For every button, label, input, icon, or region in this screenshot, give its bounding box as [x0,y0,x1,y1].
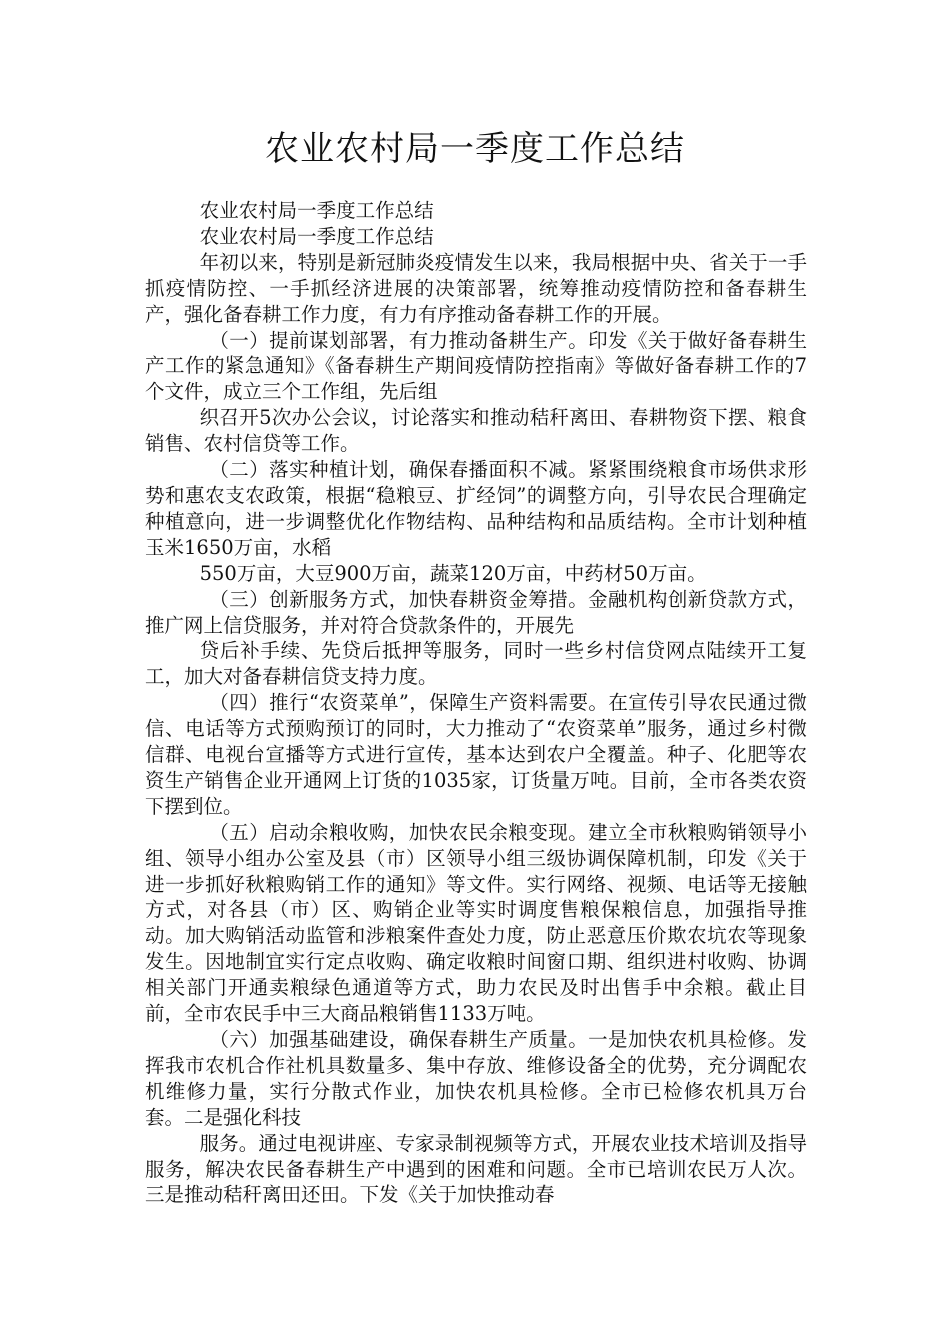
section-3-paragraph: （三）创新服务方式，加快春耕资金筹措。金融机构创新贷款方式，推广网上信贷服务，并对符合贷款条件的，开展先 [145,587,807,637]
section-4-paragraph: （四）推行“农资菜单”，保障生产资料需要。在宣传引导农民通过微信、电话等方式预购预订的同时，大力推动了“农资菜单”服务，通过乡村微信群、电视台宣播等方式进行宣传，基本达到农户全覆盖。种子、化肥等农资生产销售企业开通网上订货的1035家，订货量万吨。目前，全市各类农资下摆到位。 [145,691,807,818]
section-1-paragraph: （一）提前谋划部署，有力推动备耕生产。印发《关于做好备春耕生产工作的紧急通知》《备春耕生产期间疫情防控指南》等做好备春耕工作的7个文件，成立三个工作组，先后组 [145,328,807,404]
section-3-continued: 贷后补手续、先贷后抵押等服务，同时一些乡村信贷网点陆续开工复工，加大对备春耕信贷支持力度。 [145,639,807,689]
section-5-paragraph: （五）启动余粮收购，加快农民余粮变现。建立全市秋粮购销领导小组、领导小组办公室及县（市）区领导小组三级协调保障机制，印发《关于进一步抓好秋粮购销工作的通知》等文件。实行网络、视频、电话等无接触方式，对各县（市）区、购销企业等实时调度售粮保粮信息，加强指导推动。加大购销活动监管和涉粮案件查处力度，防止恶意压价欺农坑农等现象发生。因地制宜实行定点收购、确定收粮时间窗口期、组织进村收购、协调相关部门开通卖粮绿色通道等方式，助力农民及时出售手中余粮。截止目前，全市农民手中三大商品粮销售1133万吨。 [145,820,807,1026]
document-body [145,198,807,1208]
intro-paragraph: 年初以来，特别是新冠肺炎疫情发生以来，我局根据中央、省关于一手抓疫情防控、一手抓经济进展的决策部署，统筹推动疫情防控和备春耕生产，强化备春耕工作力度，有力有序推动备春耕工作的开展。 [145,250,807,326]
section-6-paragraph: （六）加强基础建设，确保春耕生产质量。一是加快农机具检修。发挥我市农机合作社机具数量多、集中存放、维修设备全的优势，充分调配农机维修力量，实行分散式作业，加快农机具检修。全市已检修农机具万台套。二是强化科技 [145,1028,807,1129]
section-2-paragraph: （二）落实种植计划，确保春播面积不减。紧紧围绕粮食市场供求形势和惠农支农政策，根据“稳粮豆、扩经饲”的调整方向，引导农民合理确定种植意向，进一步调整优化作物结构、品种结构和品质结构。全市计划种植玉米1650万亩，水稻 [145,458,807,559]
section-1-continued: 织召开5次办公会议，讨论落实和推动秸秆离田、春耕物资下摆、粮食销售、农村信贷等工作。 [145,406,807,456]
section-6-continued: 服务。通过电视讲座、专家录制视频等方式，开展农业技术培训及指导服务，解决农民备春耕生产中遇到的困难和问题。全市已培训农民万人次。三是推动秸秆离田还田。下发《关于加快推动春 [145,1131,807,1207]
section-2-continued: 550万亩，大豆900万亩，蔬菜120万亩，中药材50万亩。 [199,561,707,585]
heading-repeat-1: 农业农村局一季度工作总结 [199,199,434,222]
heading-repeat-2: 农业农村局一季度工作总结 [199,224,434,248]
document-title: 农业农村局一季度工作总结 [265,129,685,169]
